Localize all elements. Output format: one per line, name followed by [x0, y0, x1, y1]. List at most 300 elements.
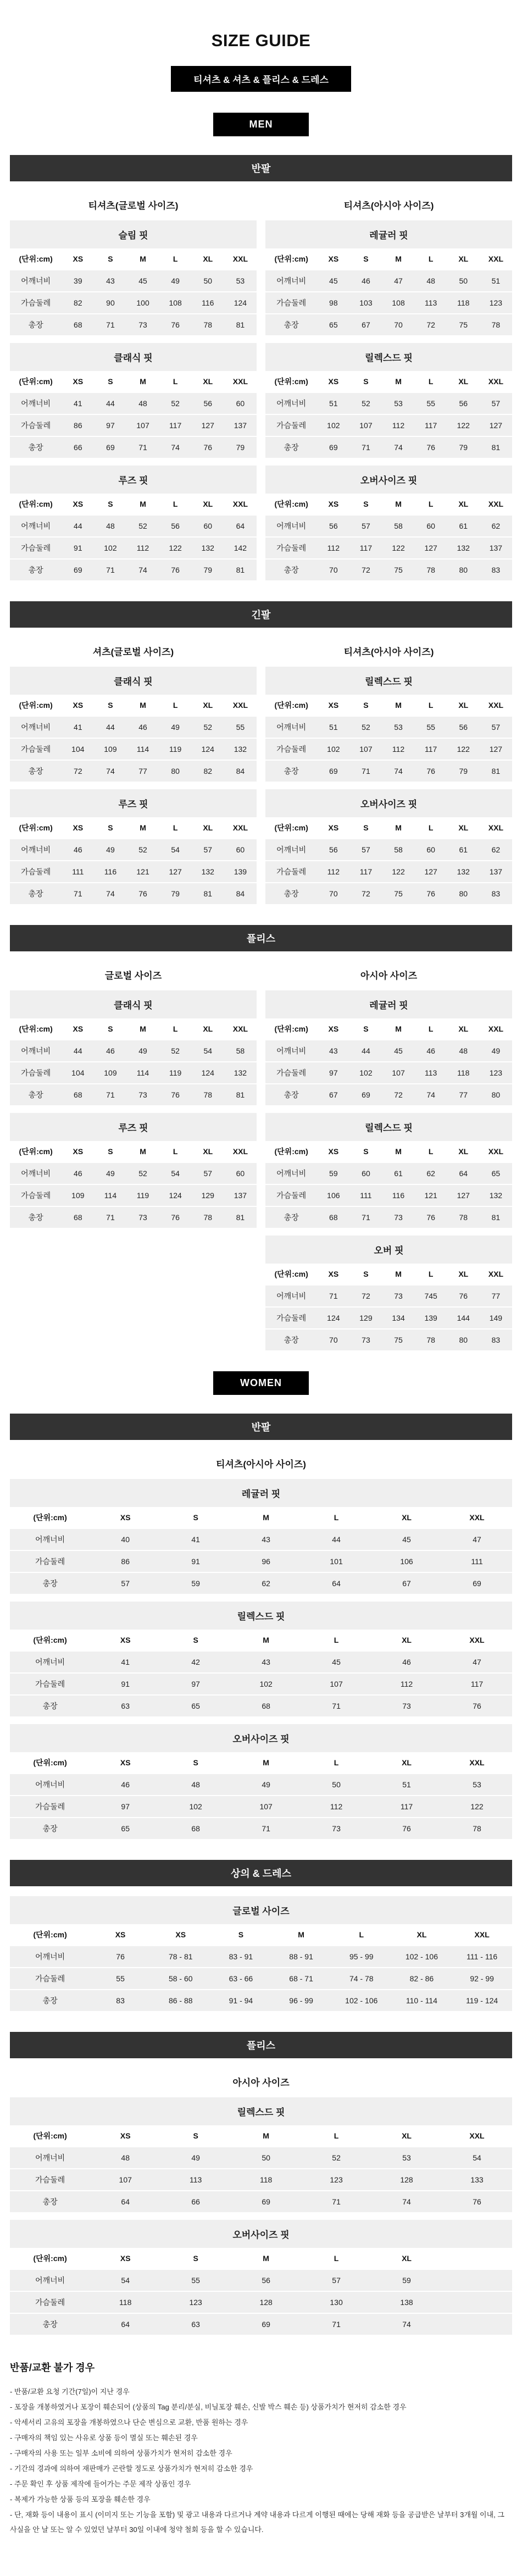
- row-label: 어깨너비: [265, 1162, 317, 1184]
- size-value: 76: [442, 2191, 512, 2212]
- size-value: 45: [371, 1528, 442, 1550]
- size-value: 112: [127, 537, 159, 559]
- unit-label: (단위:cm): [265, 494, 317, 515]
- size-value: 122: [442, 1796, 512, 1818]
- row-label: 총장: [265, 314, 317, 335]
- size-value: 56: [317, 515, 349, 537]
- size-header: L: [159, 248, 192, 270]
- size-value: 49: [160, 2147, 231, 2169]
- row-label: 어깨너비: [265, 716, 317, 738]
- size-value: 119 - 124: [452, 1990, 512, 2011]
- policy-note: - 반품/교환 요청 기간(7일)이 지난 경우: [10, 2387, 130, 2396]
- gender-banner-women: WOMEN: [213, 1371, 309, 1395]
- size-header: L: [159, 817, 192, 839]
- size-header: XXL: [480, 371, 512, 392]
- size-value: 50: [231, 2147, 301, 2169]
- row-label: 가슴둘레: [10, 2291, 90, 2313]
- size-value: 78: [415, 559, 447, 580]
- table-row: [265, 559, 512, 580]
- size-value: 116: [94, 861, 126, 883]
- size-header: XXL: [480, 248, 512, 270]
- row-label: 가슴둘레: [265, 1062, 317, 1084]
- size-value: 90: [94, 292, 126, 314]
- size-header: M: [127, 248, 159, 270]
- size-value: 71: [301, 2191, 371, 2212]
- size-value: 59: [160, 1572, 231, 1594]
- size-value: 149: [480, 1307, 512, 1329]
- fit-label: 오버사이즈 핏: [10, 1724, 512, 1752]
- size-value: 48: [127, 392, 159, 414]
- size-value: 109: [94, 738, 126, 760]
- table-header-row: [10, 2248, 512, 2269]
- table-header-row: [265, 695, 512, 716]
- table-row: [265, 738, 512, 760]
- size-header: XS: [90, 1630, 160, 1651]
- fit-label: 릴렉스드 핏: [265, 1113, 512, 1141]
- fit-label: 오버 핏: [265, 1236, 512, 1264]
- size-header: L: [415, 248, 447, 270]
- size-value: 78: [442, 1818, 512, 1839]
- row-label: 총장: [265, 436, 317, 458]
- size-value: 116: [382, 1184, 415, 1206]
- size-value: 139: [415, 1307, 447, 1329]
- size-header: L: [415, 817, 447, 839]
- size-value: 76: [415, 760, 447, 782]
- size-value: 47: [442, 1528, 512, 1550]
- section-bar: 상의 & 드레스: [10, 1860, 512, 1886]
- size-value: 123: [480, 292, 512, 314]
- size-value: 57: [192, 839, 224, 861]
- unit-label: (단위:cm): [265, 695, 317, 716]
- size-table: [10, 2125, 512, 2212]
- unit-label: (단위:cm): [10, 695, 62, 716]
- size-value: 52: [192, 716, 224, 738]
- row-label: 가슴둘레: [265, 414, 317, 436]
- policy-note: - 복제가 가능한 상품 등의 포장을 훼손한 경우: [10, 2495, 151, 2503]
- policy-note: - 악세서리 고유의 포장을 개봉하였으나 단순 변심으로 교환, 반품 원하는 경우: [10, 2418, 248, 2427]
- size-header: M: [231, 1507, 301, 1528]
- section-columns: [10, 1450, 512, 1839]
- size-header: XXL: [224, 1141, 257, 1162]
- table-row: [265, 760, 512, 782]
- size-value: 53: [371, 2147, 442, 2169]
- size-value: 118: [447, 1062, 480, 1084]
- size-header: XL: [371, 1630, 442, 1651]
- size-value: 57: [192, 1162, 224, 1184]
- table-row: [10, 716, 257, 738]
- size-value: 127: [415, 537, 447, 559]
- table-row: [10, 1084, 257, 1105]
- size-value: 98: [317, 292, 349, 314]
- size-value: 71: [349, 1206, 382, 1228]
- size-value: 62: [480, 515, 512, 537]
- row-label: 총장: [10, 1990, 90, 2011]
- size-value: 119: [159, 1062, 192, 1084]
- table-row: [10, 1968, 512, 1990]
- row-label: 가슴둘레: [10, 1062, 62, 1084]
- size-value: 78: [192, 1206, 224, 1228]
- size-value: 66: [62, 436, 94, 458]
- fit-label: 릴렉스드 핏: [10, 2097, 512, 2125]
- table-row: [10, 1946, 512, 1968]
- size-value: 65: [160, 1695, 231, 1716]
- size-value: 68: [231, 1695, 301, 1716]
- size-header: S: [94, 1018, 126, 1040]
- table-header-row: [10, 1924, 512, 1946]
- table-row: [10, 1796, 512, 1818]
- size-value: 132: [480, 1184, 512, 1206]
- size-value: 81: [480, 1206, 512, 1228]
- size-value: 57: [480, 392, 512, 414]
- size-value: 74: [371, 2191, 442, 2212]
- fit-label: 레귤러 핏: [265, 220, 512, 248]
- row-label: 총장: [10, 2313, 90, 2335]
- size-value: 54: [159, 839, 192, 861]
- size-header: L: [159, 371, 192, 392]
- size-header: S: [94, 248, 126, 270]
- size-value: 81: [192, 883, 224, 904]
- table-row: [265, 515, 512, 537]
- size-value: 124: [192, 1062, 224, 1084]
- size-value: 77: [127, 760, 159, 782]
- row-label: 가슴둘레: [265, 292, 317, 314]
- size-value: 124: [159, 1184, 192, 1206]
- size-header: M: [382, 494, 415, 515]
- row-label: 가슴둘레: [10, 1796, 90, 1818]
- size-header: XL: [371, 1507, 442, 1528]
- size-value: 64: [90, 2191, 160, 2212]
- size-value: 97: [90, 1796, 160, 1818]
- size-value: 127: [480, 414, 512, 436]
- size-header: L: [301, 2248, 371, 2269]
- size-value: 107: [301, 1673, 371, 1695]
- size-header: XL: [192, 1141, 224, 1162]
- size-value: 60: [192, 515, 224, 537]
- size-value: 52: [349, 392, 382, 414]
- size-value: 102 - 106: [392, 1946, 452, 1968]
- size-value: 69: [231, 2313, 301, 2335]
- size-value: 54: [442, 2147, 512, 2169]
- size-value: 128: [371, 2169, 442, 2191]
- section-columns: [10, 191, 512, 580]
- size-value: 59: [371, 2269, 442, 2291]
- size-value: 137: [480, 537, 512, 559]
- size-value: 92 - 99: [452, 1968, 512, 1990]
- size-header: XS: [90, 2248, 160, 2269]
- size-value: 46: [349, 270, 382, 292]
- table-header-row: [265, 1018, 512, 1040]
- size-header: L: [301, 1630, 371, 1651]
- section-bar: 플리스: [10, 2032, 512, 2058]
- size-value: 44: [62, 515, 94, 537]
- table-row: [10, 292, 257, 314]
- size-value: 70: [382, 314, 415, 335]
- size-header: XL: [447, 1018, 480, 1040]
- size-header: M: [127, 1018, 159, 1040]
- size-header: XS: [62, 1141, 94, 1162]
- size-value: 80: [447, 1329, 480, 1350]
- size-value: 76: [415, 436, 447, 458]
- unit-label: (단위:cm): [10, 1752, 90, 1774]
- size-value: 82: [62, 292, 94, 314]
- size-header: XS: [62, 371, 94, 392]
- size-value: 49: [94, 839, 126, 861]
- size-header: XL: [371, 1752, 442, 1774]
- size-value: 44: [349, 1040, 382, 1062]
- table-row: [10, 1651, 512, 1673]
- column-heading: 티셔츠(글로벌 사이즈): [88, 201, 179, 211]
- size-value: 49: [480, 1040, 512, 1062]
- size-value: 96 - 99: [271, 1990, 331, 2011]
- size-column: [10, 1896, 512, 2011]
- size-table: [265, 1018, 512, 1105]
- column-heading: 셔츠(글로벌 사이즈): [92, 647, 174, 657]
- size-header: XL: [447, 371, 480, 392]
- fit-label: 클래식 핏: [10, 990, 257, 1018]
- table-row: [10, 1818, 512, 1839]
- size-value: 62: [231, 1572, 301, 1594]
- table-row: [265, 861, 512, 883]
- size-header: XL: [371, 2125, 442, 2147]
- size-value: 43: [231, 1528, 301, 1550]
- size-value: 43: [94, 270, 126, 292]
- size-value: 111: [442, 1550, 512, 1572]
- table-row: [265, 1206, 512, 1228]
- table-header-row: [10, 494, 257, 515]
- size-value: 59: [317, 1162, 349, 1184]
- size-table: [10, 1018, 257, 1105]
- row-label: 가슴둘레: [10, 2169, 90, 2191]
- unit-label: (단위:cm): [265, 817, 317, 839]
- size-value: 83: [480, 559, 512, 580]
- size-value: 113: [415, 292, 447, 314]
- size-header: M: [382, 248, 415, 270]
- section-bar: 반팔: [10, 155, 512, 181]
- table-row: [10, 2169, 512, 2191]
- unit-label: (단위:cm): [265, 1141, 317, 1162]
- size-value: 119: [159, 738, 192, 760]
- size-value: 53: [442, 1774, 512, 1796]
- size-value: 41: [90, 1651, 160, 1673]
- size-value: 42: [160, 1651, 231, 1673]
- size-value: 76: [415, 883, 447, 904]
- size-value: 129: [192, 1184, 224, 1206]
- row-label: 총장: [265, 1329, 317, 1350]
- size-value: 76: [371, 1818, 442, 1839]
- size-value: 69: [349, 1084, 382, 1105]
- size-value: 56: [231, 2269, 301, 2291]
- size-value: 132: [224, 1062, 257, 1084]
- size-header: L: [159, 695, 192, 716]
- size-header: M: [231, 2125, 301, 2147]
- row-label: 가슴둘레: [10, 738, 62, 760]
- row-label: 어깨너비: [10, 1162, 62, 1184]
- size-value: 137: [224, 1184, 257, 1206]
- size-header: M: [382, 371, 415, 392]
- table-row: [10, 2269, 512, 2291]
- row-label: 어깨너비: [10, 270, 62, 292]
- size-header: M: [127, 494, 159, 515]
- row-label: 어깨너비: [265, 392, 317, 414]
- row-label: 어깨너비: [265, 1285, 317, 1307]
- table-header-row: [265, 494, 512, 515]
- size-value: 78: [447, 1206, 480, 1228]
- size-value: 83: [90, 1990, 151, 2011]
- size-column: [10, 191, 257, 580]
- size-value: 74: [127, 559, 159, 580]
- size-value: 76: [442, 1695, 512, 1716]
- size-header: XS: [317, 695, 349, 716]
- size-value: 46: [62, 1162, 94, 1184]
- size-value: 107: [382, 1062, 415, 1084]
- fit-label: 슬림 핏: [10, 220, 257, 248]
- table-row: [10, 559, 257, 580]
- size-header: XXL: [224, 371, 257, 392]
- size-value: 73: [301, 1818, 371, 1839]
- size-table: [265, 1264, 512, 1350]
- table-header-row: [265, 1141, 512, 1162]
- return-policy-notes: [10, 2384, 512, 2538]
- size-value: 75: [382, 1329, 415, 1350]
- size-value: 83: [480, 1329, 512, 1350]
- table-row: [10, 1206, 257, 1228]
- size-value: 75: [382, 883, 415, 904]
- row-label: 어깨너비: [10, 1528, 90, 1550]
- size-header: M: [382, 817, 415, 839]
- size-value: 69: [317, 436, 349, 458]
- size-value: 111 - 116: [452, 1946, 512, 1968]
- size-header: XXL: [480, 1018, 512, 1040]
- row-label: 가슴둘레: [265, 738, 317, 760]
- size-table: [265, 817, 512, 904]
- size-value: 74: [371, 2313, 442, 2335]
- size-value: 55: [415, 716, 447, 738]
- size-table: [265, 695, 512, 782]
- table-row: [265, 314, 512, 335]
- size-value: 72: [349, 883, 382, 904]
- unit-label: (단위:cm): [265, 1018, 317, 1040]
- size-value: 132: [447, 537, 480, 559]
- size-value: 74: [94, 883, 126, 904]
- size-value: 73: [127, 1084, 159, 1105]
- section-columns: [10, 638, 512, 904]
- table-row: [10, 436, 257, 458]
- size-value: 58: [224, 1040, 257, 1062]
- size-value: 86: [62, 414, 94, 436]
- table-row: [265, 1307, 512, 1329]
- size-value: 81: [224, 314, 257, 335]
- size-value: 52: [127, 1162, 159, 1184]
- size-value: 47: [442, 1651, 512, 1673]
- size-value: 112: [371, 1673, 442, 1695]
- size-value: 44: [62, 1040, 94, 1062]
- size-value: 102: [317, 738, 349, 760]
- size-value: 68: [160, 1818, 231, 1839]
- size-value: 49: [159, 270, 192, 292]
- size-value: 124: [224, 292, 257, 314]
- row-label: 어깨너비: [10, 1040, 62, 1062]
- size-header: S: [160, 1752, 231, 1774]
- size-value: 68: [317, 1206, 349, 1228]
- size-value: 71: [94, 314, 126, 335]
- unit-label: (단위:cm): [10, 371, 62, 392]
- size-value: 106: [371, 1550, 442, 1572]
- size-value: 76: [159, 559, 192, 580]
- row-label: 가슴둘레: [10, 861, 62, 883]
- size-header: L: [415, 494, 447, 515]
- size-value: 74: [94, 760, 126, 782]
- unit-label: (단위:cm): [10, 2125, 90, 2147]
- size-header: S: [349, 817, 382, 839]
- size-value: 57: [480, 716, 512, 738]
- size-header: M: [382, 695, 415, 716]
- size-value: 102: [317, 414, 349, 436]
- size-header: S: [94, 371, 126, 392]
- row-label: 총장: [10, 559, 62, 580]
- size-header: XS: [317, 248, 349, 270]
- size-table: [265, 494, 512, 580]
- size-value: 45: [127, 270, 159, 292]
- fit-label: 오버사이즈 핏: [265, 466, 512, 494]
- unit-label: (단위:cm): [10, 248, 62, 270]
- row-label: 총장: [10, 2191, 90, 2212]
- size-value: 79: [447, 436, 480, 458]
- size-column: [265, 638, 512, 904]
- size-value: 70: [317, 559, 349, 580]
- table-row: [10, 314, 257, 335]
- size-value: 72: [382, 1084, 415, 1105]
- size-value: 142: [224, 537, 257, 559]
- table-row: [265, 1184, 512, 1206]
- table-row: [10, 2191, 512, 2212]
- table-row: [10, 1990, 512, 2011]
- size-value: 55: [415, 392, 447, 414]
- table-row: [265, 1062, 512, 1084]
- size-value: 78 - 81: [151, 1946, 211, 1968]
- size-value: 50: [192, 270, 224, 292]
- size-value: 123: [480, 1062, 512, 1084]
- size-header: XL: [192, 371, 224, 392]
- size-header: XS: [317, 371, 349, 392]
- size-value: 69: [231, 2191, 301, 2212]
- size-header: XS: [62, 695, 94, 716]
- unit-label: (단위:cm): [265, 1264, 317, 1285]
- size-value: 78: [192, 1084, 224, 1105]
- size-value: 56: [317, 839, 349, 861]
- size-value: 118: [447, 292, 480, 314]
- size-table: [10, 494, 257, 580]
- table-header-row: [10, 248, 257, 270]
- size-header: XS: [317, 1141, 349, 1162]
- size-value: 48: [160, 1774, 231, 1796]
- size-table: [10, 1141, 257, 1228]
- size-value: 65: [480, 1162, 512, 1184]
- size-value: 107: [90, 2169, 160, 2191]
- size-value: 80: [480, 1084, 512, 1105]
- unit-label: (단위:cm): [265, 371, 317, 392]
- size-value: 113: [415, 1062, 447, 1084]
- size-header: XXL: [224, 817, 257, 839]
- size-value: 44: [301, 1528, 371, 1550]
- size-value: 103: [349, 292, 382, 314]
- size-value: 76: [159, 1206, 192, 1228]
- row-label: 어깨너비: [10, 2147, 90, 2169]
- size-value: 91 - 94: [211, 1990, 271, 2011]
- section-columns: [10, 961, 512, 1350]
- size-table: [265, 1141, 512, 1228]
- size-value: 75: [447, 314, 480, 335]
- size-value: 49: [127, 1040, 159, 1062]
